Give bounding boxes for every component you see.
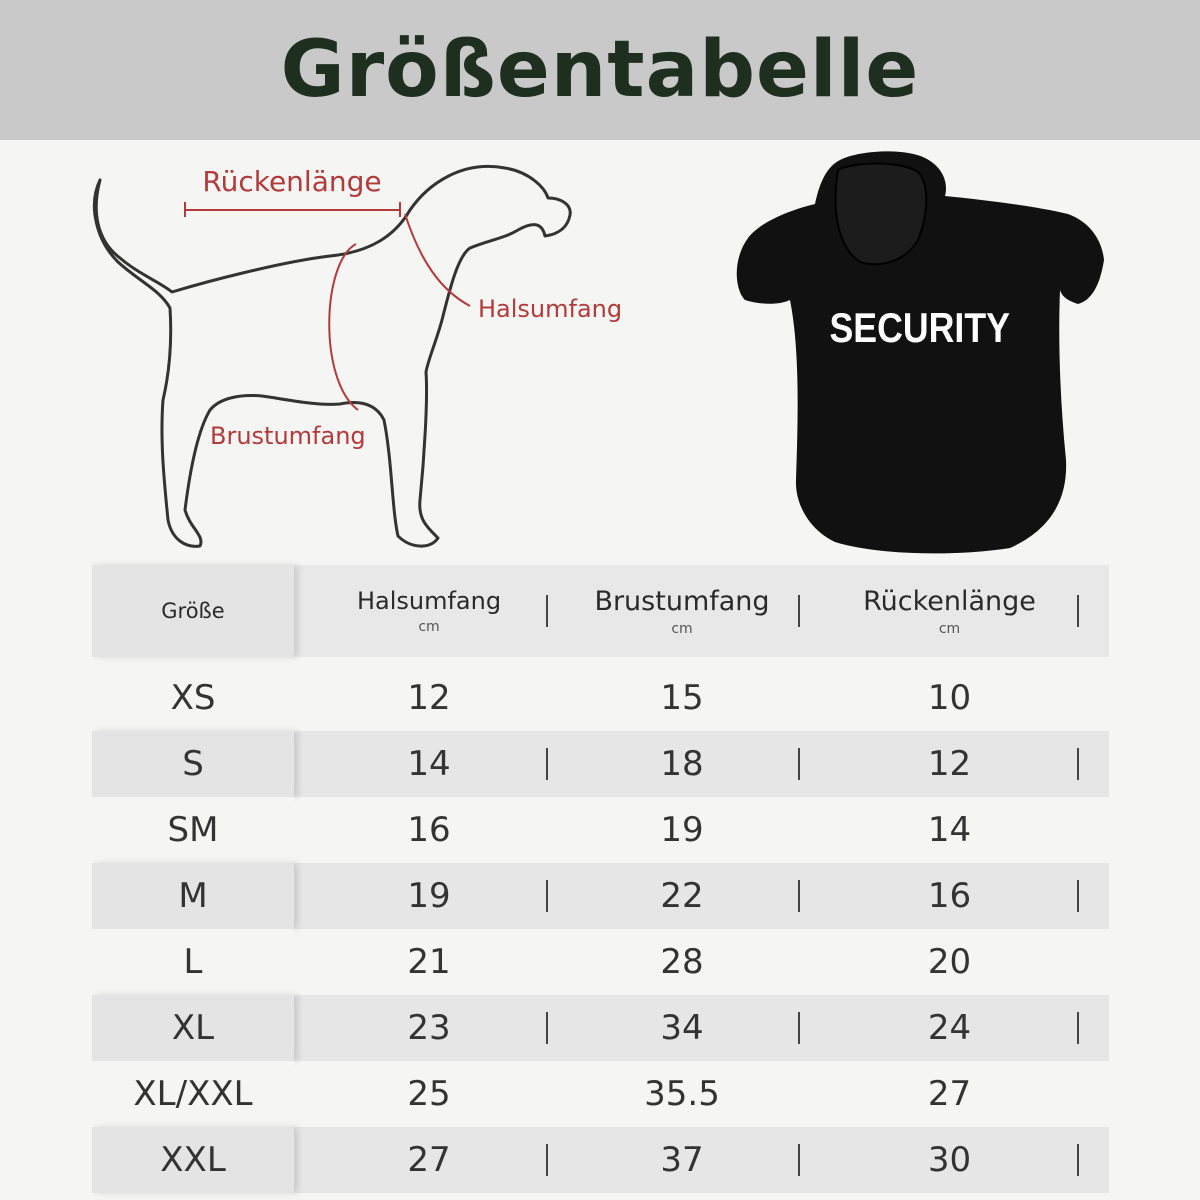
chest-cell: 34 [660, 1008, 704, 1048]
column-separator [798, 748, 800, 780]
size-cell: XXL [160, 1140, 226, 1180]
back-cell: 30 [927, 1140, 972, 1180]
back-length-label: Rückenlänge [202, 165, 382, 198]
chest-measure-icon [329, 244, 358, 410]
size-cell: XS [170, 678, 216, 718]
title-bar [0, 0, 1200, 140]
column-separator [1077, 1012, 1079, 1044]
neck-cell: 19 [407, 876, 451, 916]
chest-cell: 22 [660, 876, 704, 916]
chest-cell: 28 [660, 942, 704, 982]
back-cell: 12 [927, 744, 972, 784]
table-header-row [92, 565, 1109, 657]
header-cell-back [822, 565, 1077, 657]
header-cell-chest [562, 565, 802, 657]
column-separator [1077, 1144, 1079, 1176]
header-cell-size [92, 565, 294, 657]
header-unit: cm [671, 620, 693, 637]
chest-cell: 35.5 [644, 1074, 720, 1114]
column-separator [546, 1144, 548, 1176]
table-row [92, 863, 1109, 929]
neck-cell: 16 [407, 810, 451, 850]
back-cell: 14 [927, 810, 972, 850]
neck-cell: 27 [407, 1140, 451, 1180]
chest-cell: 15 [660, 678, 704, 718]
column-separator [546, 595, 548, 627]
column-separator [1077, 880, 1079, 912]
column-separator [798, 1012, 800, 1044]
table-row [92, 731, 1109, 797]
neck-cell: 25 [407, 1074, 451, 1114]
chest-cell: 37 [660, 1140, 704, 1180]
column-separator [1077, 595, 1079, 627]
column-separator [798, 595, 800, 627]
table-row [92, 1127, 1109, 1193]
column-separator [546, 880, 548, 912]
illustration [0, 140, 1200, 560]
page-title: Größentabelle [280, 25, 920, 115]
header-unit: cm [938, 620, 961, 637]
hoodie-print-text: SECURITY [829, 305, 1010, 352]
chest-label: Brustumfang [210, 422, 366, 450]
chest-cell: 18 [660, 744, 704, 784]
size-cell: S [182, 744, 204, 784]
back-length-indicator [185, 202, 400, 217]
header-label: Größe [161, 599, 225, 623]
table-row [92, 1061, 1109, 1127]
size-cell: L [183, 942, 203, 982]
header-label: Rückenlänge [863, 585, 1036, 617]
back-cell: 10 [927, 678, 972, 718]
table-row [92, 929, 1109, 995]
header-unit: cm [418, 619, 440, 635]
table-row [92, 665, 1109, 731]
column-separator [798, 880, 800, 912]
table-row [92, 797, 1109, 863]
column-separator [546, 1012, 548, 1044]
column-separator [1077, 748, 1079, 780]
back-cell: 27 [927, 1074, 972, 1114]
neck-cell: 12 [407, 678, 451, 718]
column-separator [546, 748, 548, 780]
size-cell: SM [167, 810, 219, 850]
column-separator [798, 1144, 800, 1176]
neck-label: Halsumfang [478, 295, 623, 323]
neck-cell: 21 [407, 942, 451, 982]
size-cell: XL/XXL [133, 1074, 253, 1114]
table-row [92, 995, 1109, 1061]
size-table [92, 565, 1109, 1193]
header-cell-neck [314, 565, 544, 657]
chest-cell: 19 [660, 810, 704, 850]
header-label: Brustumfang [594, 585, 770, 617]
back-cell: 16 [927, 876, 972, 916]
header-label: Halsumfang [356, 587, 502, 615]
hoodie-image [737, 151, 1104, 553]
size-cell: XL [171, 1008, 215, 1048]
neck-cell: 23 [407, 1008, 451, 1048]
back-cell: 20 [927, 942, 972, 982]
back-cell: 24 [927, 1008, 972, 1048]
neck-cell: 14 [407, 744, 451, 784]
size-cell: M [178, 876, 208, 916]
